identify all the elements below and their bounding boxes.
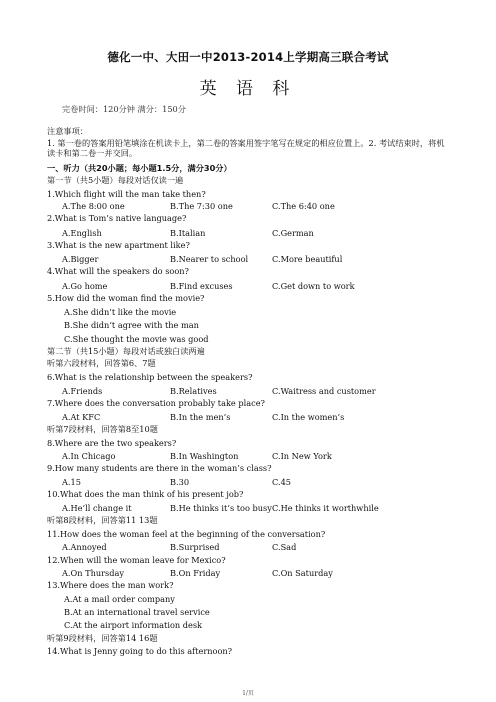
intro-7: 听第7段材料，回答第8至10题	[47, 424, 158, 434]
q12-option-a: A.On Thursday	[62, 568, 124, 578]
question-5: 5.How did the woman find the movie?	[47, 293, 205, 303]
q5-option-a: A.She didn’t like the movie	[64, 307, 177, 317]
question-6: 6.What is the relationship between the speakers?	[47, 372, 253, 382]
question-14: 14.What is Jenny going to do this afternoon?	[47, 646, 233, 656]
q8-option-a: A.In Chicago	[62, 451, 116, 461]
question-2: 2.What is Tom’s native language?	[47, 213, 187, 223]
q9-option-b: B.30	[170, 477, 190, 487]
q6-option-b: B.Relatives	[170, 386, 217, 396]
q11-option-c: C.Sad	[272, 542, 297, 552]
q6-option-c: C.Waitress and customer	[272, 386, 376, 396]
q2-option-c: C.German	[272, 228, 314, 238]
time-info: 完卷时间：120分钟 满分：150分	[62, 104, 186, 114]
q7-option-a: A.At KFC	[62, 412, 101, 422]
q10-option-b: B.He thinks it’s too busy	[170, 503, 272, 513]
q4-option-a: A.Go home	[62, 281, 108, 291]
q10-option-a: A.He’ll change it	[62, 503, 132, 513]
q6-option-a: A.Friends	[62, 386, 103, 396]
exam-title: 德化一中、大田一中2013-2014上学期高三联合考试	[107, 50, 389, 64]
question-12: 12.When will the woman leave for Mexico?	[47, 555, 226, 565]
q12-option-b: B.On Friday	[170, 568, 221, 578]
q10-option-c: C.He thinks it worthwhile	[272, 503, 379, 513]
q5-option-b: B.She didn’t agree with the man	[64, 320, 199, 330]
question-4: 4.What will the speakers do soon?	[47, 266, 189, 276]
q3-option-b: B.Nearer to school	[170, 254, 249, 264]
q13-option-c: C.At the airport information desk	[64, 620, 203, 630]
q3-option-c: C.More beautiful	[272, 254, 343, 264]
q1-option-c: C.The 6:40 one	[272, 201, 335, 211]
question-7: 7.Where does the conversation probably take place?	[47, 398, 265, 408]
intro-8: 听第8段材料，回答第11 13题	[47, 515, 158, 525]
question-9: 9.How many students are there in the woman’s class?	[47, 463, 272, 473]
q8-option-c: C.In New York	[272, 451, 332, 461]
q11-option-a: A.Annoyed	[62, 542, 107, 552]
part2-intro: 听第六段材料，回答第6、7题	[47, 358, 156, 368]
q5-option-c: C.She thought the movie was good	[64, 334, 209, 344]
part2-title: 第二节（共15小题）每段对话或独白读两遍	[47, 346, 205, 356]
notes-heading: 注意事项：	[47, 126, 88, 136]
q9-option-a: A.15	[62, 477, 81, 487]
q2-option-b: B.Italian	[170, 228, 206, 238]
q12-option-c: C.On Saturday	[272, 568, 333, 578]
q1-option-a: A.The 8:00 one	[62, 201, 125, 211]
section-title: 一、听力（共20小题；每小题1.5分，满分30分）	[47, 163, 232, 173]
intro-9: 听第9段材料，回答第14 16题	[47, 633, 158, 643]
q7-option-b: B.In the men’s	[170, 412, 231, 422]
question-1: 1.Which flight will the man take then?	[47, 189, 206, 199]
q3-option-a: A.Bigger	[62, 254, 99, 264]
question-10: 10.What does the man think of his present job?	[47, 489, 244, 499]
q13-option-a: A.At a mail order company	[64, 594, 175, 604]
q4-option-c: C.Get down to work	[272, 281, 355, 291]
question-13: 13.Where does the man work?	[47, 580, 174, 590]
q8-option-b: B.In Washington	[170, 451, 239, 461]
part1-title: 第一节（共5小题）每段对话仅读一遍	[47, 175, 184, 185]
q11-option-b: B.Surprised	[170, 542, 220, 552]
notes-text: 1. 第一卷的答案用铅笔填涂在机读卡上，第二卷的答案用签字笔写在规定的相应位置上。2. 考试结束时，将机读卡和第二卷一并交回。	[47, 138, 445, 158]
question-3: 3.What is the new apartment like?	[47, 240, 190, 250]
page-number: 1/页	[242, 690, 254, 697]
q9-option-c: C.45	[272, 477, 291, 487]
q4-option-b: B.Find excuses	[170, 281, 233, 291]
q7-option-c: C.In the women’s	[272, 412, 345, 422]
q2-option-a: A.English	[62, 228, 102, 238]
subject-title: 英 语 科	[199, 79, 297, 99]
question-11: 11.How does the woman feel at the beginning of the conversation?	[47, 529, 326, 539]
q13-option-b: B.At an international travel service	[64, 607, 210, 617]
question-8: 8.Where are the two speakers?	[47, 438, 177, 448]
q1-option-b: B.The 7:30 one	[170, 201, 233, 211]
